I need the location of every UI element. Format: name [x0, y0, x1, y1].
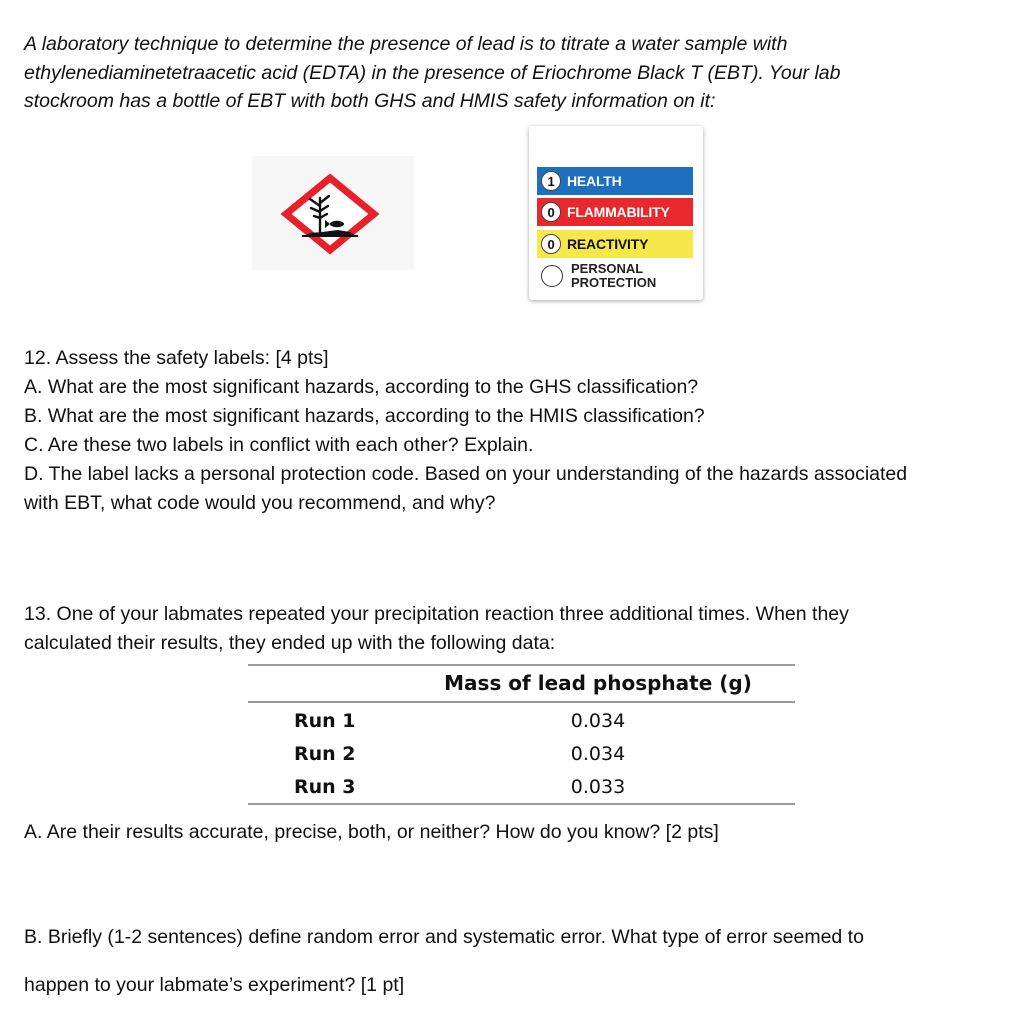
hmis-health-label: HEALTH: [567, 173, 622, 189]
hmis-personal-protection-label: [571, 262, 656, 290]
hmis-flammability-bar: [537, 198, 693, 226]
intro-line: A laboratory technique to determine the presence of lead is to titrate a water sample with: [24, 33, 788, 55]
hmis-flammability-label: FLAMMABILITY: [567, 204, 670, 220]
pp-line: PROTECTION: [571, 275, 657, 290]
data-table: [248, 664, 795, 804]
hmis-reactivity-rating: 0: [541, 234, 561, 254]
hmis-health-rating: 1: [541, 171, 561, 191]
table-header: Mass of lead phosphate (g): [444, 671, 752, 695]
ghs-label: [252, 156, 414, 270]
table-row-value: 0.034: [570, 710, 626, 732]
q12-part-d: D. The label lacks a personal protection code. Based on your understanding of the hazards associated: [24, 463, 908, 485]
hmis-reactivity-label: REACTIVITY: [567, 236, 649, 252]
question-12: [24, 344, 1014, 518]
q12-part-c: C. Are these two labels in conflict with each other? Explain.: [24, 434, 534, 456]
q13-part-b-line: happen to your labmate’s experiment? [1 pt]: [24, 974, 405, 996]
question-13: [24, 600, 984, 658]
intro-line: ethylenediaminetetraacetic acid (EDTA) in the presence of Eriochrome Black T (EBT). Your lab: [24, 61, 841, 84]
hmis-flammability-rating: 0: [541, 202, 561, 222]
hmis-personal-protection: [541, 262, 656, 290]
q12-part-d-cont: with EBT, what code would you recommend, and why?: [24, 492, 496, 514]
hmis-personal-protection-rating: [541, 265, 563, 287]
intro-paragraph: [24, 30, 984, 116]
table-row-value: 0.033: [570, 776, 626, 798]
environment-pictogram-icon: [252, 156, 414, 270]
q12-part-a: A. What are the most significant hazards, according to the GHS classification?: [24, 376, 699, 398]
intro-line: stockroom has a bottle of EBT with both GHS and HMIS safety information on it:: [24, 90, 716, 112]
table-bottom-rule: [248, 803, 795, 805]
table-header-rule: [248, 701, 795, 703]
q12-part-b: B. What are the most significant hazards, according to the HMIS classification?: [24, 405, 705, 427]
pp-line: PERSONAL: [571, 261, 644, 276]
table-row-value: 0.034: [570, 743, 626, 765]
table-row-label: Run 3: [294, 776, 356, 798]
hmis-label: [529, 126, 703, 300]
q13-part-a: A. Are their results accurate, precise, both, or neither? How do you know? [2 pts]: [24, 821, 719, 843]
table-top-rule: [248, 664, 795, 666]
hmis-reactivity-bar: [537, 230, 693, 258]
q13-line: calculated their results, they ended up with the following data:: [24, 632, 556, 654]
table-row-label: Run 1: [294, 710, 356, 732]
q12-title: 12. Assess the safety labels: [4 pts]: [24, 347, 329, 369]
q13-line: 13. One of your labmates repeated your precipitation reaction three additional times. When they: [24, 603, 849, 625]
q13-part-b-line: B. Briefly (1-2 sentences) define random error and systematic error. What type of error seemed to: [24, 925, 864, 948]
table-row-label: Run 2: [294, 743, 356, 765]
hmis-health-bar: [537, 167, 693, 195]
q13-part-b: [24, 903, 1004, 1020]
